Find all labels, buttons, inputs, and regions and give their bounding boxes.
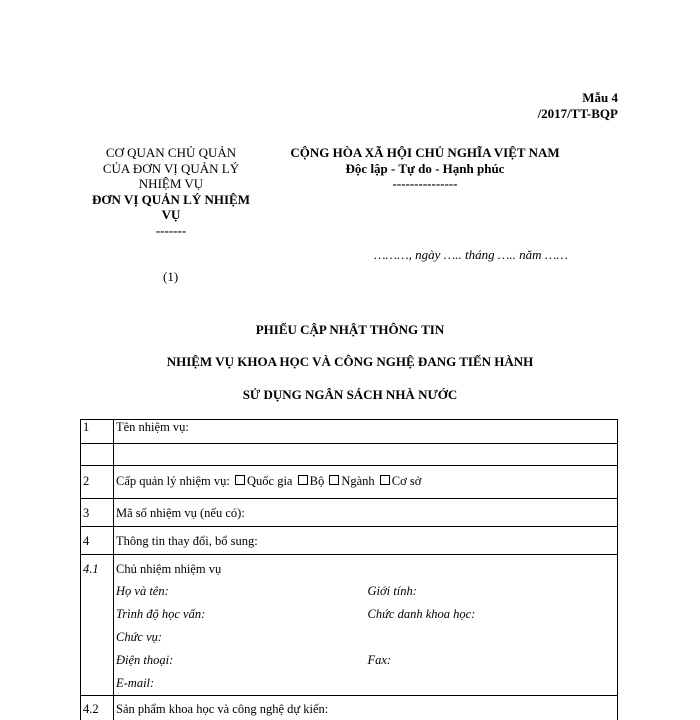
row-number: 4 — [81, 527, 114, 555]
leader-name-label: Họ và tên: — [114, 580, 366, 603]
task-leader-label: Chủ nhiệm nhiệm vụ — [114, 555, 618, 581]
country-name: CỘNG HÒA XÃ HỘI CHỦ NGHĨA VIỆT NAM — [270, 145, 580, 161]
checkbox-base[interactable] — [380, 475, 390, 485]
row-number: 2 — [81, 466, 114, 499]
empty-cell — [81, 580, 114, 603]
leader-gender-label: Giới tính: — [366, 580, 618, 603]
table-row-task-name — [81, 420, 618, 444]
table-row-leader-education — [81, 603, 618, 626]
row-number: 1 — [81, 420, 114, 444]
table-row-leader-contact — [81, 649, 618, 672]
table-row-leader-position — [81, 626, 618, 649]
managing-agency-line3: NHIỆM VỤ — [71, 176, 271, 192]
expected-products-label: Sản phẩm khoa học và công nghệ dự kiến: — [114, 696, 618, 720]
leader-education-label: Trình độ học vấn: — [114, 603, 366, 626]
left-block — [71, 145, 271, 238]
left-dash: ------- — [71, 223, 271, 239]
left-note: (1) — [163, 269, 178, 285]
checkbox-sector[interactable] — [329, 475, 339, 485]
task-name-value[interactable] — [114, 444, 618, 466]
table-row-task-leader — [81, 555, 618, 581]
right-block — [270, 145, 580, 192]
title-line1: PHIẾU CẬP NHẬT THÔNG TIN — [0, 322, 700, 338]
option-national: Quốc gia — [247, 474, 292, 488]
option-ministry: Bộ — [310, 474, 325, 488]
management-level-label: Cấp quản lý nhiệm vụ: — [116, 474, 230, 488]
table-row-expected-products — [81, 696, 618, 720]
date-line: ………, ngày ….. tháng ….. năm …… — [374, 247, 568, 263]
checkbox-national[interactable] — [235, 475, 245, 485]
form-number: Mẫu 4 — [582, 90, 618, 106]
table-row-management-level — [81, 466, 618, 499]
title-line2: NHIỆM VỤ KHOA HỌC VÀ CÔNG NGHỆ ĐANG TIẾN HÀNH — [0, 354, 700, 370]
title-line3: SỬ DỤNG NGÂN SÁCH NHÀ NƯỚC — [0, 387, 700, 403]
managing-agency-line2: CỦA ĐƠN VỊ QUẢN LÝ — [71, 161, 271, 177]
motto: Độc lập - Tự do - Hạnh phúc — [270, 161, 580, 177]
table-row-task-code — [81, 499, 618, 527]
changes-label: Thông tin thay đổi, bổ sung: — [114, 527, 618, 555]
management-level — [114, 466, 618, 499]
checkbox-ministry[interactable] — [298, 475, 308, 485]
empty-cell — [366, 672, 618, 696]
info-table — [80, 419, 618, 720]
empty-cell — [366, 626, 618, 649]
empty-cell — [81, 672, 114, 696]
task-code-label: Mã số nhiệm vụ (nếu có): — [114, 499, 618, 527]
table-row-leader-email — [81, 672, 618, 696]
table-row-changes — [81, 527, 618, 555]
table-row-leader-name — [81, 580, 618, 603]
option-base: Cơ sở — [392, 474, 422, 488]
empty-cell — [81, 603, 114, 626]
managing-unit-line2: VỤ — [71, 207, 271, 223]
table-row-task-name-value — [81, 444, 618, 466]
leader-fax-label: Fax: — [366, 649, 618, 672]
empty-cell — [81, 649, 114, 672]
managing-agency-line1: CƠ QUAN CHỦ QUẢN — [71, 145, 271, 161]
leader-academic-title-label: Chức danh khoa học: — [366, 603, 618, 626]
leader-phone-label: Điện thoại: — [114, 649, 366, 672]
circular-reference: /2017/TT-BQP — [538, 106, 618, 122]
empty-cell — [81, 444, 114, 466]
leader-email-label: E-mail: — [114, 672, 366, 696]
row-number: 4.2 — [81, 696, 114, 720]
right-dash: --------------- — [270, 176, 580, 192]
option-sector: Ngành — [341, 474, 374, 488]
empty-cell — [81, 626, 114, 649]
row-number: 4.1 — [81, 555, 114, 581]
managing-unit-line1: ĐƠN VỊ QUẢN LÝ NHIỆM — [71, 192, 271, 208]
task-name-label: Tên nhiệm vụ: — [114, 420, 618, 444]
row-number: 3 — [81, 499, 114, 527]
leader-position-label: Chức vụ: — [114, 626, 366, 649]
